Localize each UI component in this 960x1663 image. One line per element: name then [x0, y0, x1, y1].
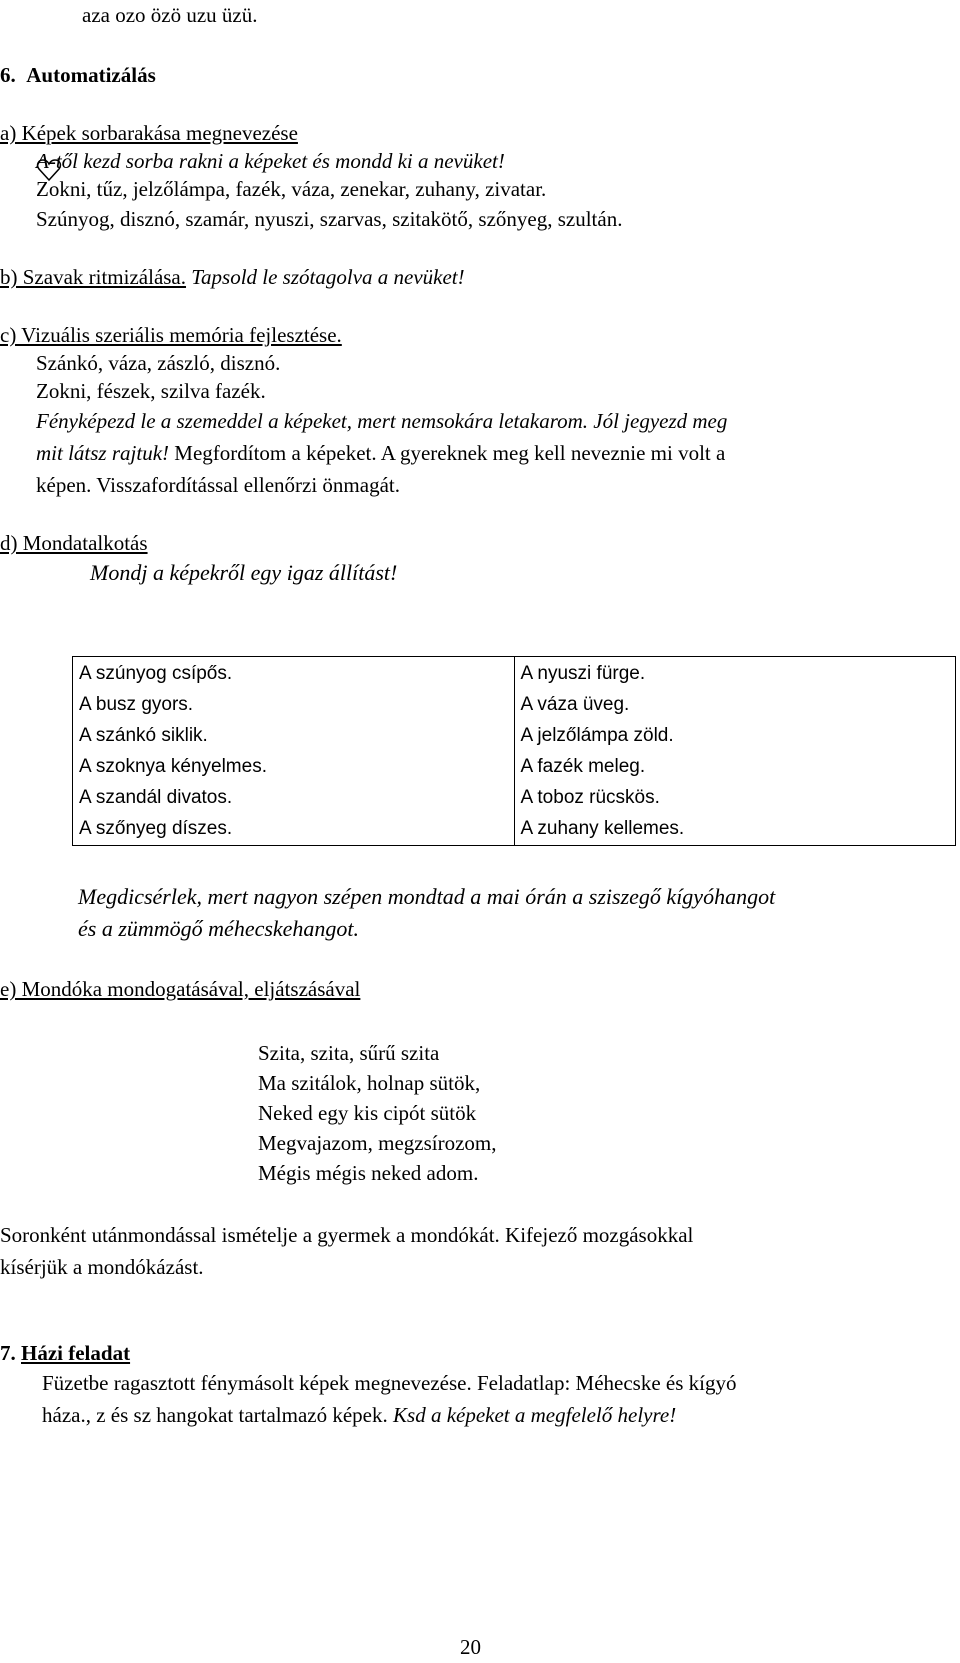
sentence: A szánkó siklik. — [79, 725, 208, 746]
sentence: A szúnyog csípős. — [79, 663, 233, 684]
poem-line: Mégis mégis neked adom. — [258, 1161, 479, 1185]
section-6-number: 6. — [0, 63, 16, 87]
poem-line: Szita, szita, sűrű szita — [258, 1041, 440, 1065]
section-7-number: 7. — [0, 1341, 16, 1365]
section-6-title: Automatizálás — [26, 63, 156, 87]
d-instruction: Mondj a képekről egy igaz állítást! — [90, 560, 398, 585]
a-line-3: Szúnyog, disznó, szamár, nyuszi, szarvas, szitakötő, szőnyeg, szultán. — [36, 207, 623, 231]
b-instruction: Tapsold le szótagolva a nevüket! — [186, 265, 465, 289]
c-line-4 — [36, 440, 725, 466]
sentence: A nyuszi fürge. — [520, 663, 646, 684]
e-note-1: Soronként utánmondással ismételje a gyermek a mondókát. Kifejező mozgásokkal — [0, 1223, 694, 1247]
c-line-1: Szánkó, váza, zászló, disznó. — [36, 351, 281, 375]
sentence: A szandál divatos. — [79, 787, 233, 808]
d-heading: d) Mondatalkotás — [0, 531, 148, 555]
c-line-2: Zokni, fészek, szilva fazék. — [36, 379, 266, 403]
e-note-2: kísérjük a mondókázást. — [0, 1255, 204, 1279]
table-cell-left — [73, 657, 515, 846]
sentence-table — [72, 656, 956, 846]
a-instruction-letter: A — [36, 149, 49, 173]
table-cell-right — [514, 657, 956, 846]
a-instruction-rest: -től kezd sorba rakni a képeket és mondd ki a nevüket! — [48, 149, 505, 173]
section-7-heading — [0, 1340, 130, 1366]
a-line-2: Zokni, tűz, jelzőlámpa, fazék, váza, zenekar, zuhany, zivatar. — [36, 177, 547, 201]
sentence: A váza üveg. — [520, 694, 630, 715]
top-line: aza ozo özö uzu üzü. — [82, 3, 258, 27]
c-line-3: Fényképezd le a szemeddel a képeket, mert nemsokára letakarom. Jól jegyezd meg — [36, 409, 728, 433]
section-7-line-2-italic: Ksd a képeket a megfelelő helyre! — [393, 1403, 677, 1427]
praise-line-1: Megdicsérlek, mert nagyon szépen mondtad a mai órán a sziszegő kígyóhangot — [78, 884, 776, 909]
section-7-line-1: Füzetbe ragasztott fénymásolt képek megnevezése. Feladatlap: Méhecske és kígyó — [42, 1371, 737, 1395]
sentence: A szőnyeg díszes. — [79, 818, 233, 839]
section-6-heading — [0, 62, 156, 88]
table-row — [73, 657, 956, 846]
praise-line-2: és a zümmögő méhecskehangot. — [78, 916, 360, 941]
b-line — [0, 264, 465, 290]
c-heading: c) Vizuális szeriális memória fejlesztése. — [0, 323, 342, 347]
poem-line: Megvajazom, megzsírozom, — [258, 1131, 497, 1155]
sentence: A toboz rücskös. — [520, 787, 660, 808]
c-line-4-rest: Megfordítom a képeket. A gyereknek meg kell neveznie mi volt a — [169, 441, 726, 465]
poem-line: Neked egy kis cipót sütök — [258, 1101, 477, 1125]
poem-line: Ma szitálok, holnap sütök, — [258, 1071, 481, 1095]
sentence: A zuhany kellemes. — [520, 818, 685, 839]
page-number: 20 — [460, 1635, 481, 1659]
section-7-title: Házi feladat — [21, 1341, 131, 1365]
a-heading: a) Képek sorbarakása megnevezése — [0, 121, 298, 145]
sentence: A busz gyors. — [79, 694, 194, 715]
a-instruction — [36, 148, 505, 174]
section-7-line-2 — [42, 1402, 676, 1428]
sentence: A fazék meleg. — [520, 756, 646, 777]
section-7-line-2-start: háza., z és sz hangokat tartalmazó képek. — [42, 1403, 388, 1427]
b-heading: b) Szavak ritmizálása. — [0, 265, 187, 289]
c-line-4-italic: mit látsz rajtuk! — [36, 441, 170, 465]
c-line-5: képen. Visszafordítással ellenőrzi önmagát. — [36, 473, 400, 497]
sentence: A jelzőlámpa zöld. — [520, 725, 674, 746]
e-heading: e) Mondóka mondogatásával, eljátszásával — [0, 977, 361, 1001]
sentence: A szoknya kényelmes. — [79, 756, 267, 777]
